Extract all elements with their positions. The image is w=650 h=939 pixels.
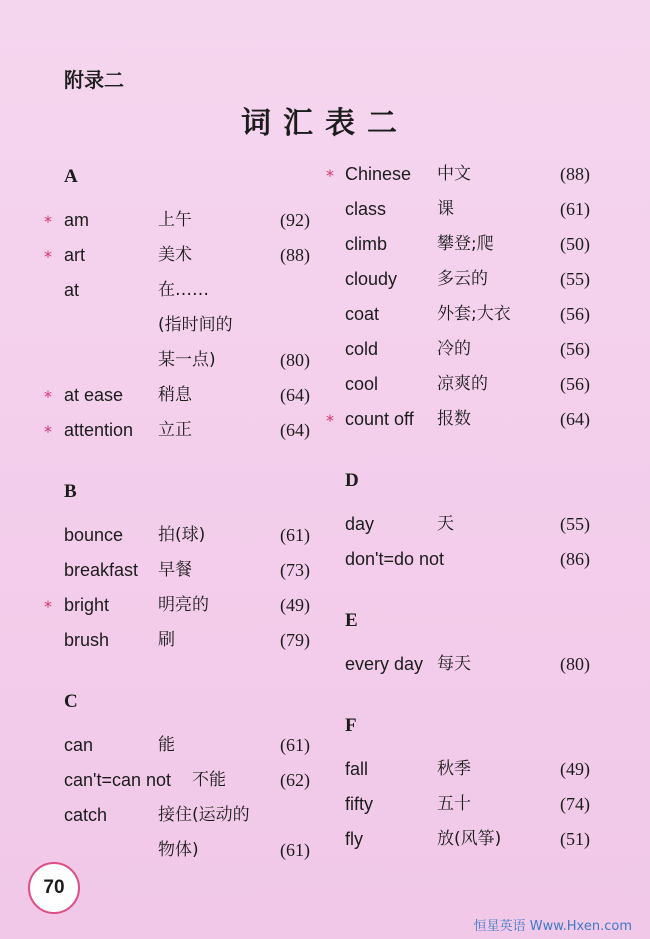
page-reference: (79) bbox=[280, 630, 310, 650]
vocab-meaning: 课 bbox=[437, 199, 454, 219]
vocab-word: bright bbox=[64, 595, 110, 615]
vocab-word: climb bbox=[345, 234, 388, 254]
page-number-badge bbox=[28, 862, 80, 914]
vocab-meaning: 多云的 bbox=[437, 269, 488, 289]
vocab-word: at ease bbox=[64, 385, 124, 405]
page-reference: (80) bbox=[280, 350, 310, 370]
vocab-word: Chinese bbox=[345, 164, 412, 184]
vocab-entry bbox=[0, 160, 650, 188]
vocab-entry bbox=[0, 405, 650, 433]
vocab-meaning: 早餐 bbox=[158, 560, 192, 580]
page-reference: (88) bbox=[280, 245, 310, 265]
page-reference: (73) bbox=[280, 560, 310, 580]
appendix-label: 附录二 bbox=[64, 68, 124, 92]
vocab-meaning: 每天 bbox=[437, 654, 471, 674]
vocab-entry bbox=[0, 650, 650, 678]
page-reference: (61) bbox=[560, 199, 590, 219]
vocab-word: day bbox=[345, 514, 375, 534]
vocab-word: count off bbox=[345, 409, 414, 429]
vocab-meaning: 外套;大衣 bbox=[437, 304, 511, 324]
vocab-entry bbox=[0, 510, 650, 538]
vocab-entry bbox=[0, 825, 650, 853]
page-reference: (56) bbox=[560, 304, 590, 324]
section-letter: A bbox=[64, 166, 78, 187]
vocab-meaning: (指时间的 bbox=[158, 315, 233, 335]
vocab-word: every day bbox=[345, 654, 424, 674]
vocab-word: fifty bbox=[345, 794, 374, 814]
section-letter: F bbox=[345, 715, 357, 736]
vocab-meaning: 在…… bbox=[158, 280, 209, 300]
vocab-meaning: 某一点) bbox=[158, 350, 216, 370]
page-reference: (62) bbox=[280, 770, 310, 790]
star-marker: * bbox=[44, 597, 52, 616]
page-reference: (80) bbox=[560, 654, 590, 674]
section-letter: E bbox=[345, 610, 358, 631]
vocab-meaning: 天 bbox=[437, 514, 454, 534]
page-reference: (56) bbox=[560, 374, 590, 394]
vocab-meaning: 秋季 bbox=[437, 759, 471, 779]
vocab-meaning: 放(风筝) bbox=[437, 829, 502, 849]
page-reference: (64) bbox=[560, 409, 590, 429]
vocab-meaning: 凉爽的 bbox=[437, 374, 488, 394]
star-marker: * bbox=[44, 387, 52, 406]
vocab-meaning: 刷 bbox=[158, 630, 175, 650]
vocab-word: bounce bbox=[64, 525, 124, 545]
vocab-meaning: 美术 bbox=[158, 245, 192, 265]
vocab-word: can't=can not bbox=[64, 770, 172, 790]
star-marker: * bbox=[44, 422, 52, 441]
vocab-meaning: 冷的 bbox=[437, 339, 471, 359]
page-reference: (49) bbox=[560, 759, 590, 779]
vocab-meaning: 物体) bbox=[158, 840, 199, 860]
page-reference: (56) bbox=[560, 339, 590, 359]
page-reference: (61) bbox=[280, 525, 310, 545]
page-reference: (86) bbox=[560, 549, 590, 569]
vocab-word: attention bbox=[64, 420, 134, 440]
star-marker: * bbox=[44, 247, 52, 266]
page-reference: (55) bbox=[560, 269, 590, 289]
page-reference: (92) bbox=[280, 210, 310, 230]
section-letter: C bbox=[64, 691, 78, 712]
vocab-word: catch bbox=[64, 805, 108, 825]
vocab-entry bbox=[0, 300, 650, 328]
vocab-word: class bbox=[345, 199, 387, 219]
star-marker: * bbox=[326, 166, 334, 185]
vocab-word: am bbox=[64, 210, 90, 230]
star-marker: * bbox=[44, 212, 52, 231]
vocab-meaning: 攀登;爬 bbox=[437, 234, 494, 254]
vocab-entry bbox=[0, 790, 650, 818]
vocab-word: coat bbox=[345, 304, 380, 324]
vocab-meaning: 五十 bbox=[437, 794, 471, 814]
vocab-word: art bbox=[64, 245, 86, 265]
vocab-word: cold bbox=[345, 339, 379, 359]
vocab-word: brush bbox=[64, 630, 110, 650]
section-letter: D bbox=[345, 470, 359, 491]
vocab-entry bbox=[0, 591, 650, 619]
vocab-meaning: 立正 bbox=[158, 420, 192, 440]
page-reference: (64) bbox=[280, 385, 310, 405]
vocab-meaning: 上午 bbox=[158, 210, 192, 230]
vocab-meaning: 报数 bbox=[437, 409, 471, 429]
vocab-word: fall bbox=[345, 759, 369, 779]
page-reference: (51) bbox=[560, 829, 590, 849]
page-reference: (61) bbox=[280, 840, 310, 860]
section-letter: B bbox=[64, 481, 77, 502]
vocab-entry bbox=[0, 230, 650, 258]
page-number: 70 bbox=[43, 877, 65, 898]
vocab-entry bbox=[0, 370, 650, 398]
page-reference: (55) bbox=[560, 514, 590, 534]
vocab-entry bbox=[0, 335, 650, 363]
page-title: 词汇表二 bbox=[241, 106, 409, 141]
vocab-meaning: 接住(运动的 bbox=[158, 805, 250, 825]
page-reference: (49) bbox=[280, 595, 310, 615]
vocab-word: cloudy bbox=[345, 269, 398, 289]
vocab-meaning: 不能 bbox=[192, 770, 226, 790]
vocab-entry bbox=[0, 755, 650, 783]
vocab-meaning: 中文 bbox=[437, 164, 471, 184]
vocab-word: don't=do not bbox=[345, 549, 445, 569]
vocab-word: at bbox=[64, 280, 80, 300]
page-reference: (61) bbox=[280, 735, 310, 755]
page-reference: (64) bbox=[280, 420, 310, 440]
page-reference: (88) bbox=[560, 164, 590, 184]
vocab-word: can bbox=[64, 735, 94, 755]
vocab-entry bbox=[0, 545, 650, 573]
vocab-entry bbox=[0, 265, 650, 293]
vocab-entry bbox=[0, 195, 650, 223]
star-marker: * bbox=[326, 411, 334, 430]
vocab-meaning: 拍(球) bbox=[158, 525, 206, 545]
vocab-word: breakfast bbox=[64, 560, 139, 580]
vocab-meaning: 稍息 bbox=[158, 385, 192, 405]
vocab-meaning: 明亮的 bbox=[158, 595, 209, 615]
vocab-meaning: 能 bbox=[158, 735, 175, 755]
vocab-word: fly bbox=[345, 829, 363, 849]
page-reference: (74) bbox=[560, 794, 590, 814]
vocab-word: cool bbox=[345, 374, 379, 394]
page-reference: (50) bbox=[560, 234, 590, 254]
site-watermark: 恒星英语 Www.Hxen.com bbox=[473, 919, 632, 934]
